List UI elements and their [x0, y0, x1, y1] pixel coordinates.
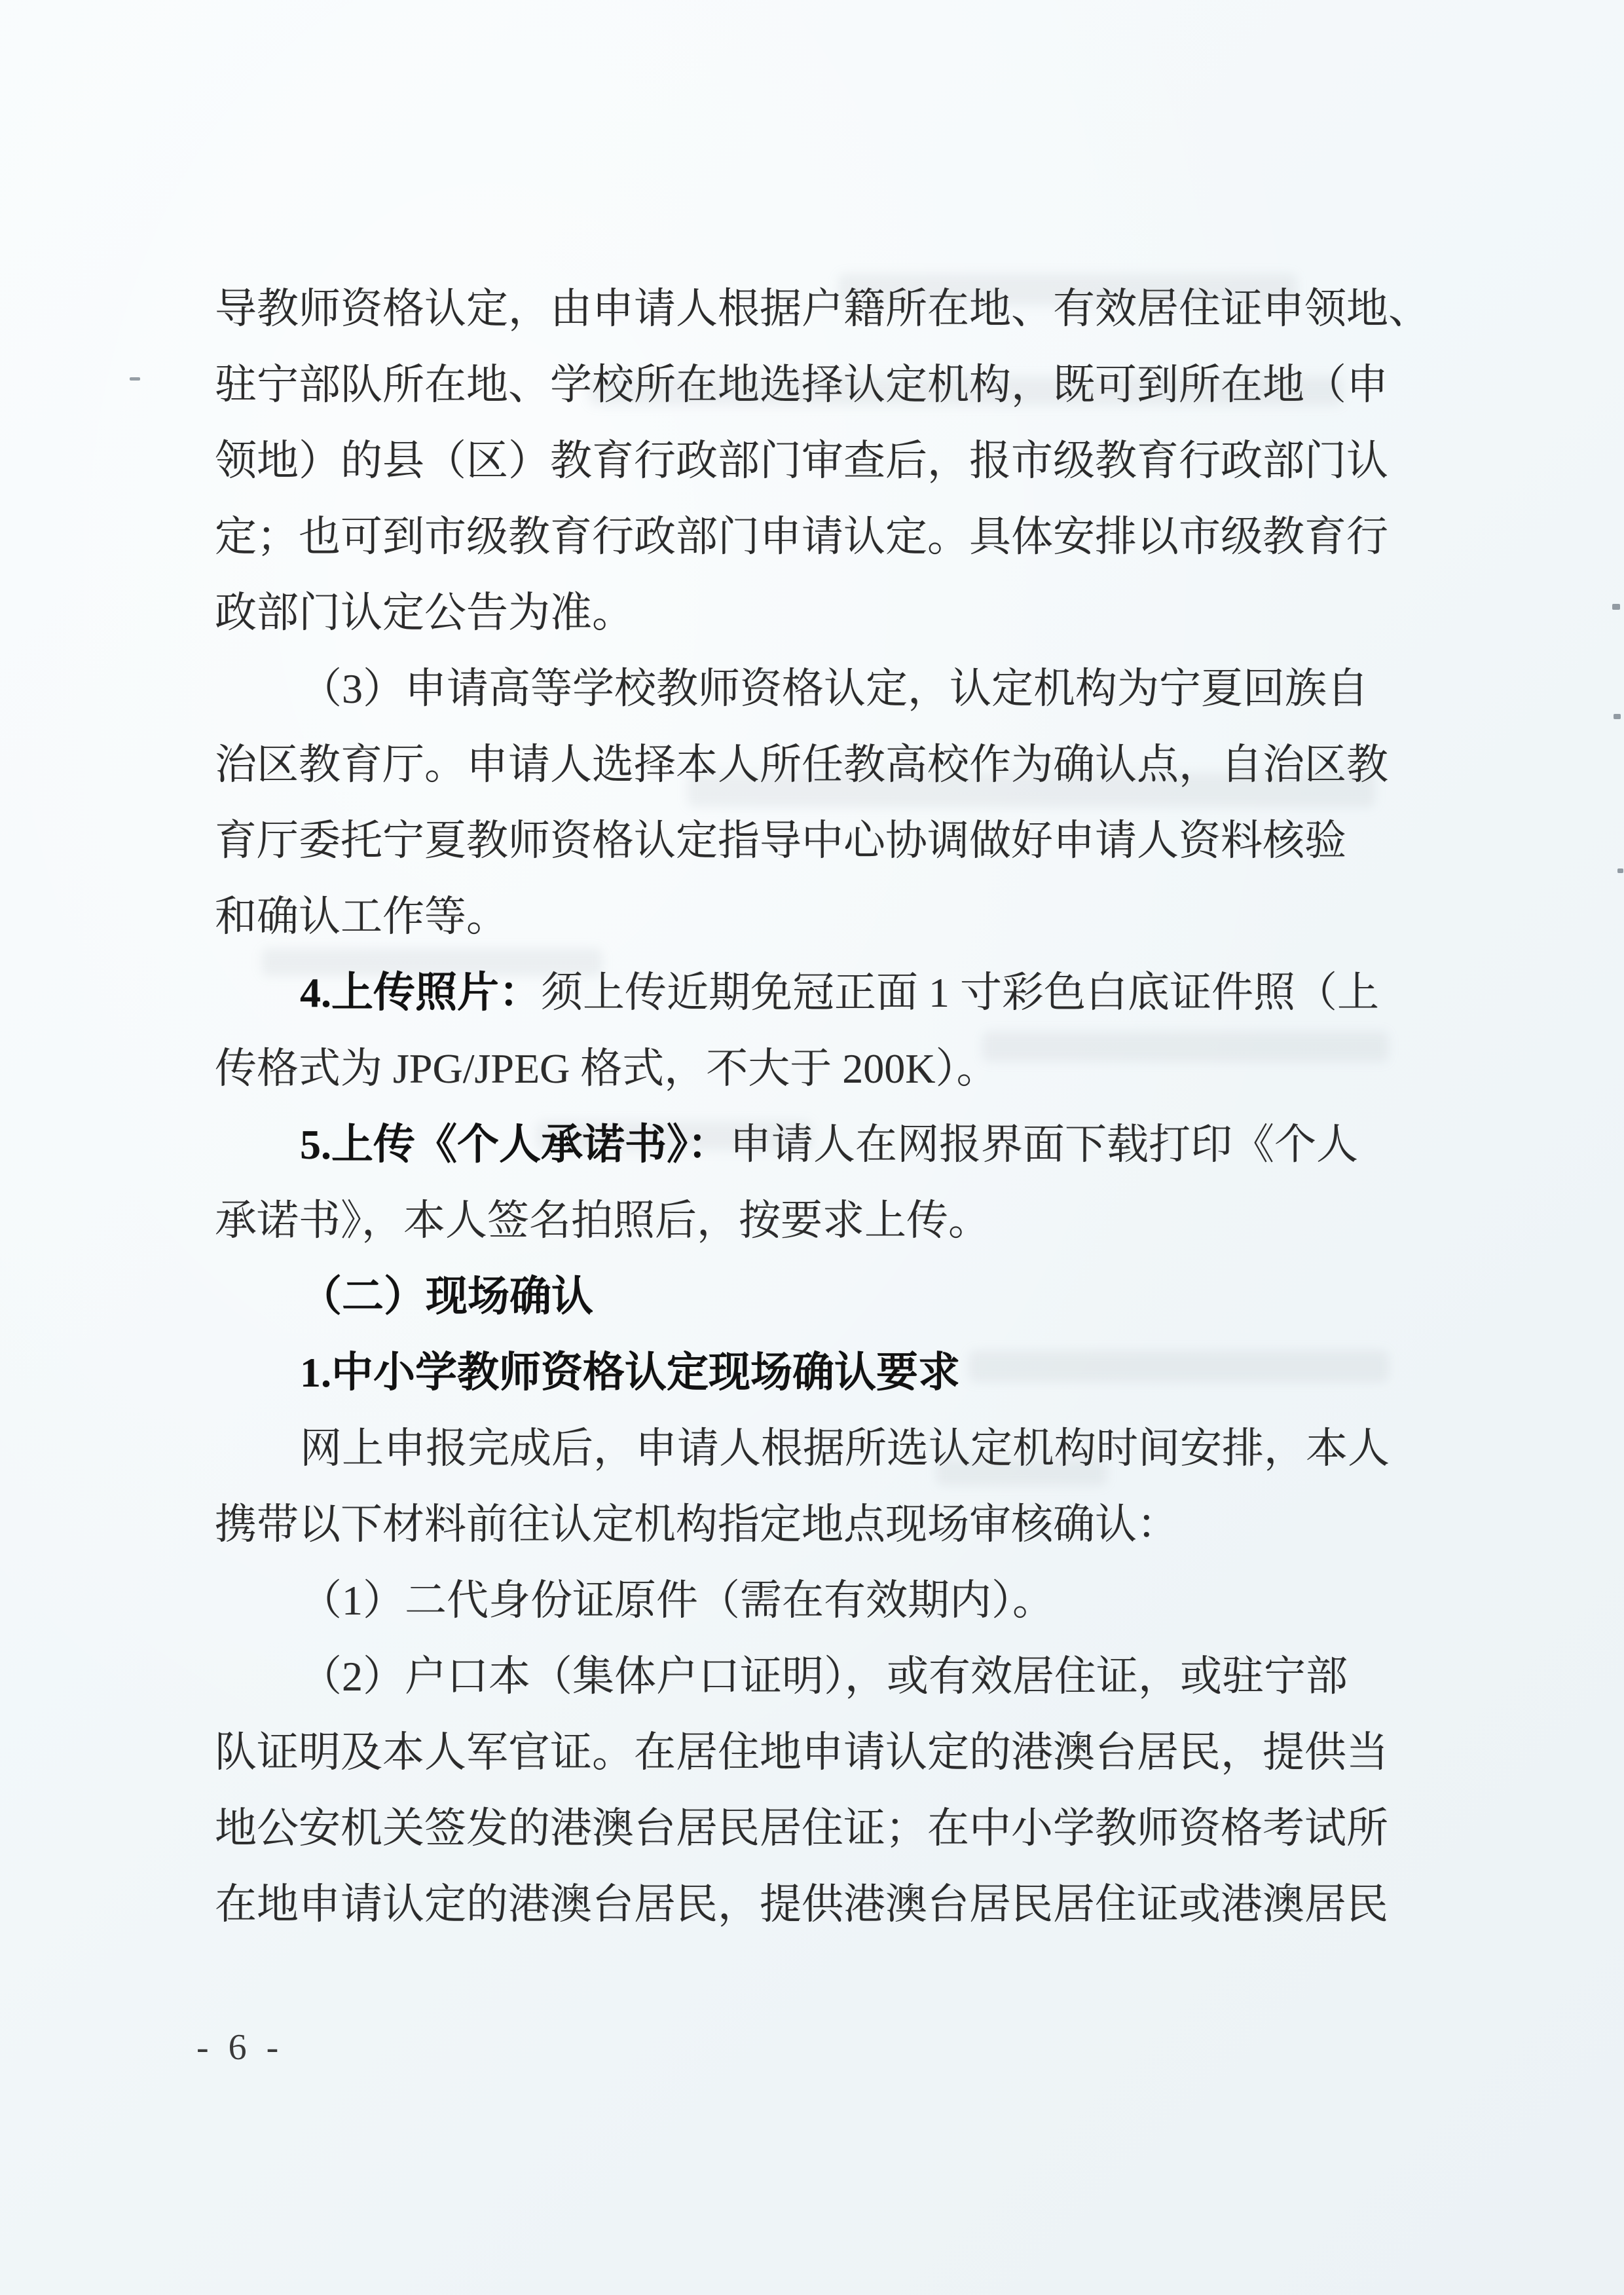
text-line: 定；也可到市级教育行政部门申请认定。具体安排以市级教育行: [215, 513, 1388, 560]
text-line-heading-upload-photo: 4.上传照片：须上传近期免冠正面 1 寸彩色白底证件照（上: [300, 969, 1379, 1016]
scan-speck: [1612, 604, 1620, 610]
document-body: [215, 271, 1438, 1943]
scan-speck: [130, 377, 140, 381]
text-line: 地公安机关签发的港澳台居民居住证；在中小学教师资格考试所: [215, 1805, 1388, 1852]
scan-speck: [1617, 868, 1623, 873]
text-line: （1）二代身份证原件（需在有效期内）。: [300, 1577, 1054, 1624]
scan-speck: [1614, 714, 1621, 719]
text-line: 和确认工作等。: [215, 893, 508, 940]
section-heading-onsite-confirmation: （二）现场确认: [300, 1273, 593, 1320]
text-line: 在地申请认定的港澳台居民，提供港澳台居民居住证或港澳居民: [215, 1881, 1388, 1928]
text-line: 传格式为 JPG/JPEG 格式，不大于 200K）。: [215, 1045, 999, 1092]
subsection-heading-requirements: 1.中小学教师资格认定现场确认要求: [300, 1349, 960, 1396]
text-line: 育厅委托宁夏教师资格认定指导中心协调做好申请人资料核验: [215, 817, 1346, 864]
text-line: （3）申请高等学校教师资格认定，认定机构为宁夏回族自: [300, 665, 1369, 712]
text-line: 队证明及本人军官证。在居住地申请认定的港澳台居民，提供当: [215, 1729, 1388, 1776]
text-line: 导教师资格认定，由申请人根据户籍所在地、有效居住证申领地、: [215, 286, 1430, 332]
page-number: - 6 -: [196, 2027, 284, 2068]
text-line: 携带以下材料前往认定机构指定地点现场审核确认：: [215, 1501, 1179, 1548]
text-line: 承诺书》，本人签名拍照后，按要求上传。: [215, 1197, 990, 1244]
text-line: 政部门认定公告为准。: [215, 589, 634, 636]
text-line: 驻宁部队所在地、学校所在地选择认定机构，既可到所在地（申: [215, 362, 1388, 408]
text-line: （2）户口本（集体户口证明），或有效居住证，或驻宁部: [300, 1653, 1348, 1700]
text-line: 领地）的县（区）教育行政部门审查后，报市级教育行政部门认: [215, 438, 1388, 484]
text-line: 治区教育厅。申请人选择本人所任教高校作为确认点，自治区教: [215, 741, 1388, 788]
text-line: 网上申报完成后，申请人根据所选认定机构时间安排，本人: [300, 1425, 1390, 1472]
text-line-heading-upload-commitment: 5.上传《个人承诺书》：申请人在网报界面下载打印《个人: [300, 1121, 1358, 1168]
